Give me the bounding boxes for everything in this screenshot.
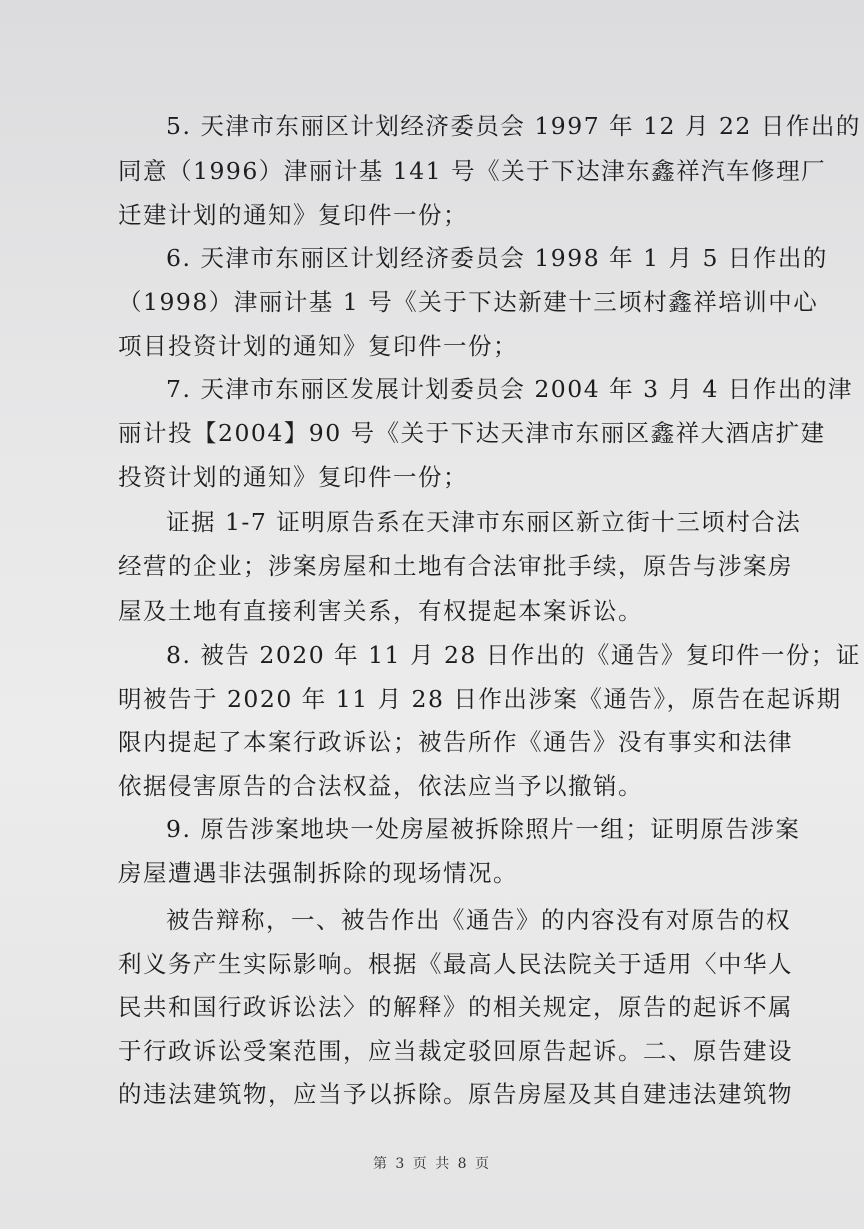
text-line: 房屋遭遇非法强制拆除的现场情况。	[118, 859, 518, 887]
text-line: 6. 天津市东丽区计划经济委员会 1998 年 1 月 5 日作出的	[166, 244, 828, 272]
text-line: 屋及土地有直接利害关系，有权提起本案诉讼。	[118, 597, 643, 625]
text-line: 利义务产生实际影响。根据《最高人民法院关于适用〈中华人	[118, 950, 793, 978]
text-line: 依据侵害原告的合法权益，依法应当予以撤销。	[118, 772, 643, 800]
text-line: 明被告于 2020 年 11 月 28 日作出涉案《通告》，原告在起诉期	[118, 685, 842, 713]
text-line: 丽计投【2004】90 号《关于下达天津市东丽区鑫祥大酒店扩建	[118, 419, 826, 447]
text-line: 限内提起了本案行政诉讼；被告所作《通告》没有事实和法律	[118, 728, 793, 756]
text-line: 民共和国行政诉讼法〉的解释》的相关规定，原告的起诉不属	[118, 993, 793, 1021]
text-line: （1998）津丽计基 1 号《关于下达新建十三顷村鑫祥培训中心	[118, 288, 819, 316]
text-line: 项目投资计划的通知》复印件一份；	[118, 332, 518, 360]
text-line: 同意（1996）津丽计基 141 号《关于下达津东鑫祥汽车修理厂	[118, 157, 827, 185]
text-line: 的违法建筑物，应当予以拆除。原告房屋及其自建违法建筑物	[118, 1080, 793, 1108]
text-line: 于行政诉讼受案范围，应当裁定驳回原告起诉。二、原告建设	[118, 1037, 793, 1065]
text-line: 证据 1-7 证明原告系在天津市东丽区新立街十三顷村合法	[166, 508, 802, 536]
text-line: 5. 天津市东丽区计划经济委员会 1997 年 12 月 22 日作出的	[166, 112, 861, 140]
text-line: 投资计划的通知》复印件一份；	[118, 463, 468, 491]
text-line: 8. 被告 2020 年 11 月 28 日作出的《通告》复印件一份；证	[166, 641, 861, 669]
text-line: 被告辩称，一、被告作出《通告》的内容没有对原告的权	[166, 906, 791, 934]
text-line: 7. 天津市东丽区发展计划委员会 2004 年 3 月 4 日作出的津	[166, 375, 853, 403]
page-number-footer: 第 3 页 共 8 页	[372, 1156, 492, 1172]
text-line: 9. 原告涉案地块一处房屋被拆除照片一组；证明原告涉案	[166, 815, 801, 843]
text-line: 经营的企业；涉案房屋和土地有合法审批手续，原告与涉案房	[118, 552, 793, 580]
text-line: 迁建计划的通知》复印件一份；	[118, 201, 468, 229]
